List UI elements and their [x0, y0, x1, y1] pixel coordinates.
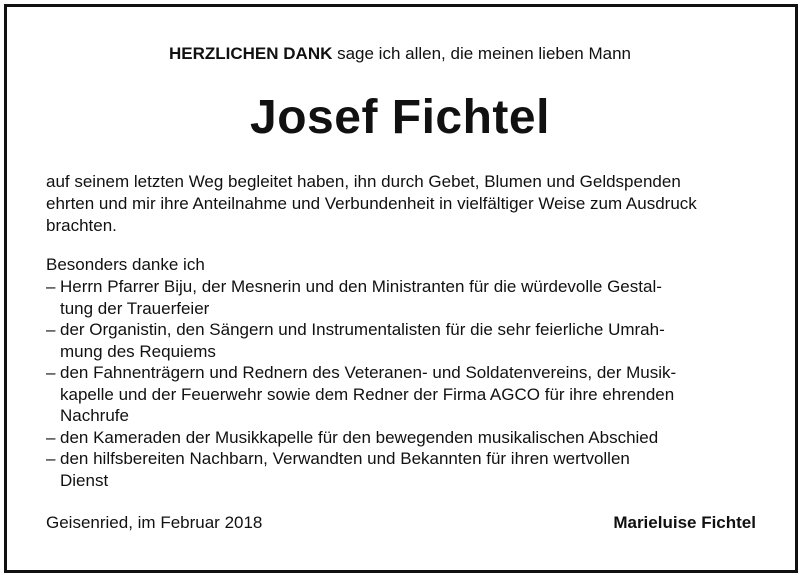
list-item: [46, 448, 758, 491]
thanks-list: [46, 276, 758, 491]
list-item-line: mung des Requiems: [60, 341, 216, 361]
dash-bullet: –: [46, 449, 56, 468]
list-item: [46, 362, 758, 427]
thanks-paragraph: [46, 171, 758, 237]
list-item: [46, 427, 758, 449]
paragraph-line: ehrten und mir ihre Anteilnahme und Verbundenheit in vielfältiger Weise zum Ausdruck: [46, 194, 697, 213]
special-thanks-heading: Besonders danke ich: [46, 255, 205, 274]
list-item-line: tung der Trauerfeier: [60, 298, 210, 318]
list-item-line: kapelle und der Feuerwehr sowie dem Redner der Firma AGCO für ihre ehrenden: [60, 384, 675, 404]
list-item: [46, 319, 758, 362]
signature: Marieluise Fichtel: [613, 513, 756, 532]
list-item-line: den Kameraden der Musikkapelle für den bewegenden musikalischen Abschied: [60, 427, 659, 447]
list-item-line: den Fahnenträgern und Rednern des Veteranen- und Soldatenvereins, der Musik-: [60, 363, 677, 382]
list-item-line: Nachrufe: [60, 406, 129, 425]
dash-bullet: –: [46, 320, 56, 339]
list-item-line: Herrn Pfarrer Biju, der Mesnerin und den Ministranten für die würdevolle Gestal-: [60, 277, 662, 296]
list-item-line: Dienst: [60, 470, 109, 490]
dash-bullet: –: [46, 427, 56, 447]
intro-line: [44, 44, 756, 64]
deceased-name: Josef Fichtel: [250, 91, 550, 144]
place-date: Geisenried, im Februar 2018: [46, 513, 263, 532]
list-item: [46, 276, 758, 319]
intro-text: sage ich allen, die meinen lieben Mann: [332, 44, 632, 63]
list-item-line: den hilfsbereiten Nachbarn, Verwandten und Bekannten für ihren wertvollen: [60, 449, 630, 468]
paragraph-line: auf seinem letzten Weg begleitet haben, ihn durch Gebet, Blumen und Geldspenden: [46, 172, 681, 191]
dash-bullet: –: [46, 277, 56, 296]
dash-bullet: –: [46, 363, 56, 382]
list-item-line: der Organistin, den Sängern und Instrumentalisten für die sehr feierliche Umrah-: [60, 320, 665, 339]
paragraph-line: brachten.: [46, 216, 117, 235]
intro-heading: HERZLICHEN DANK: [168, 44, 333, 63]
